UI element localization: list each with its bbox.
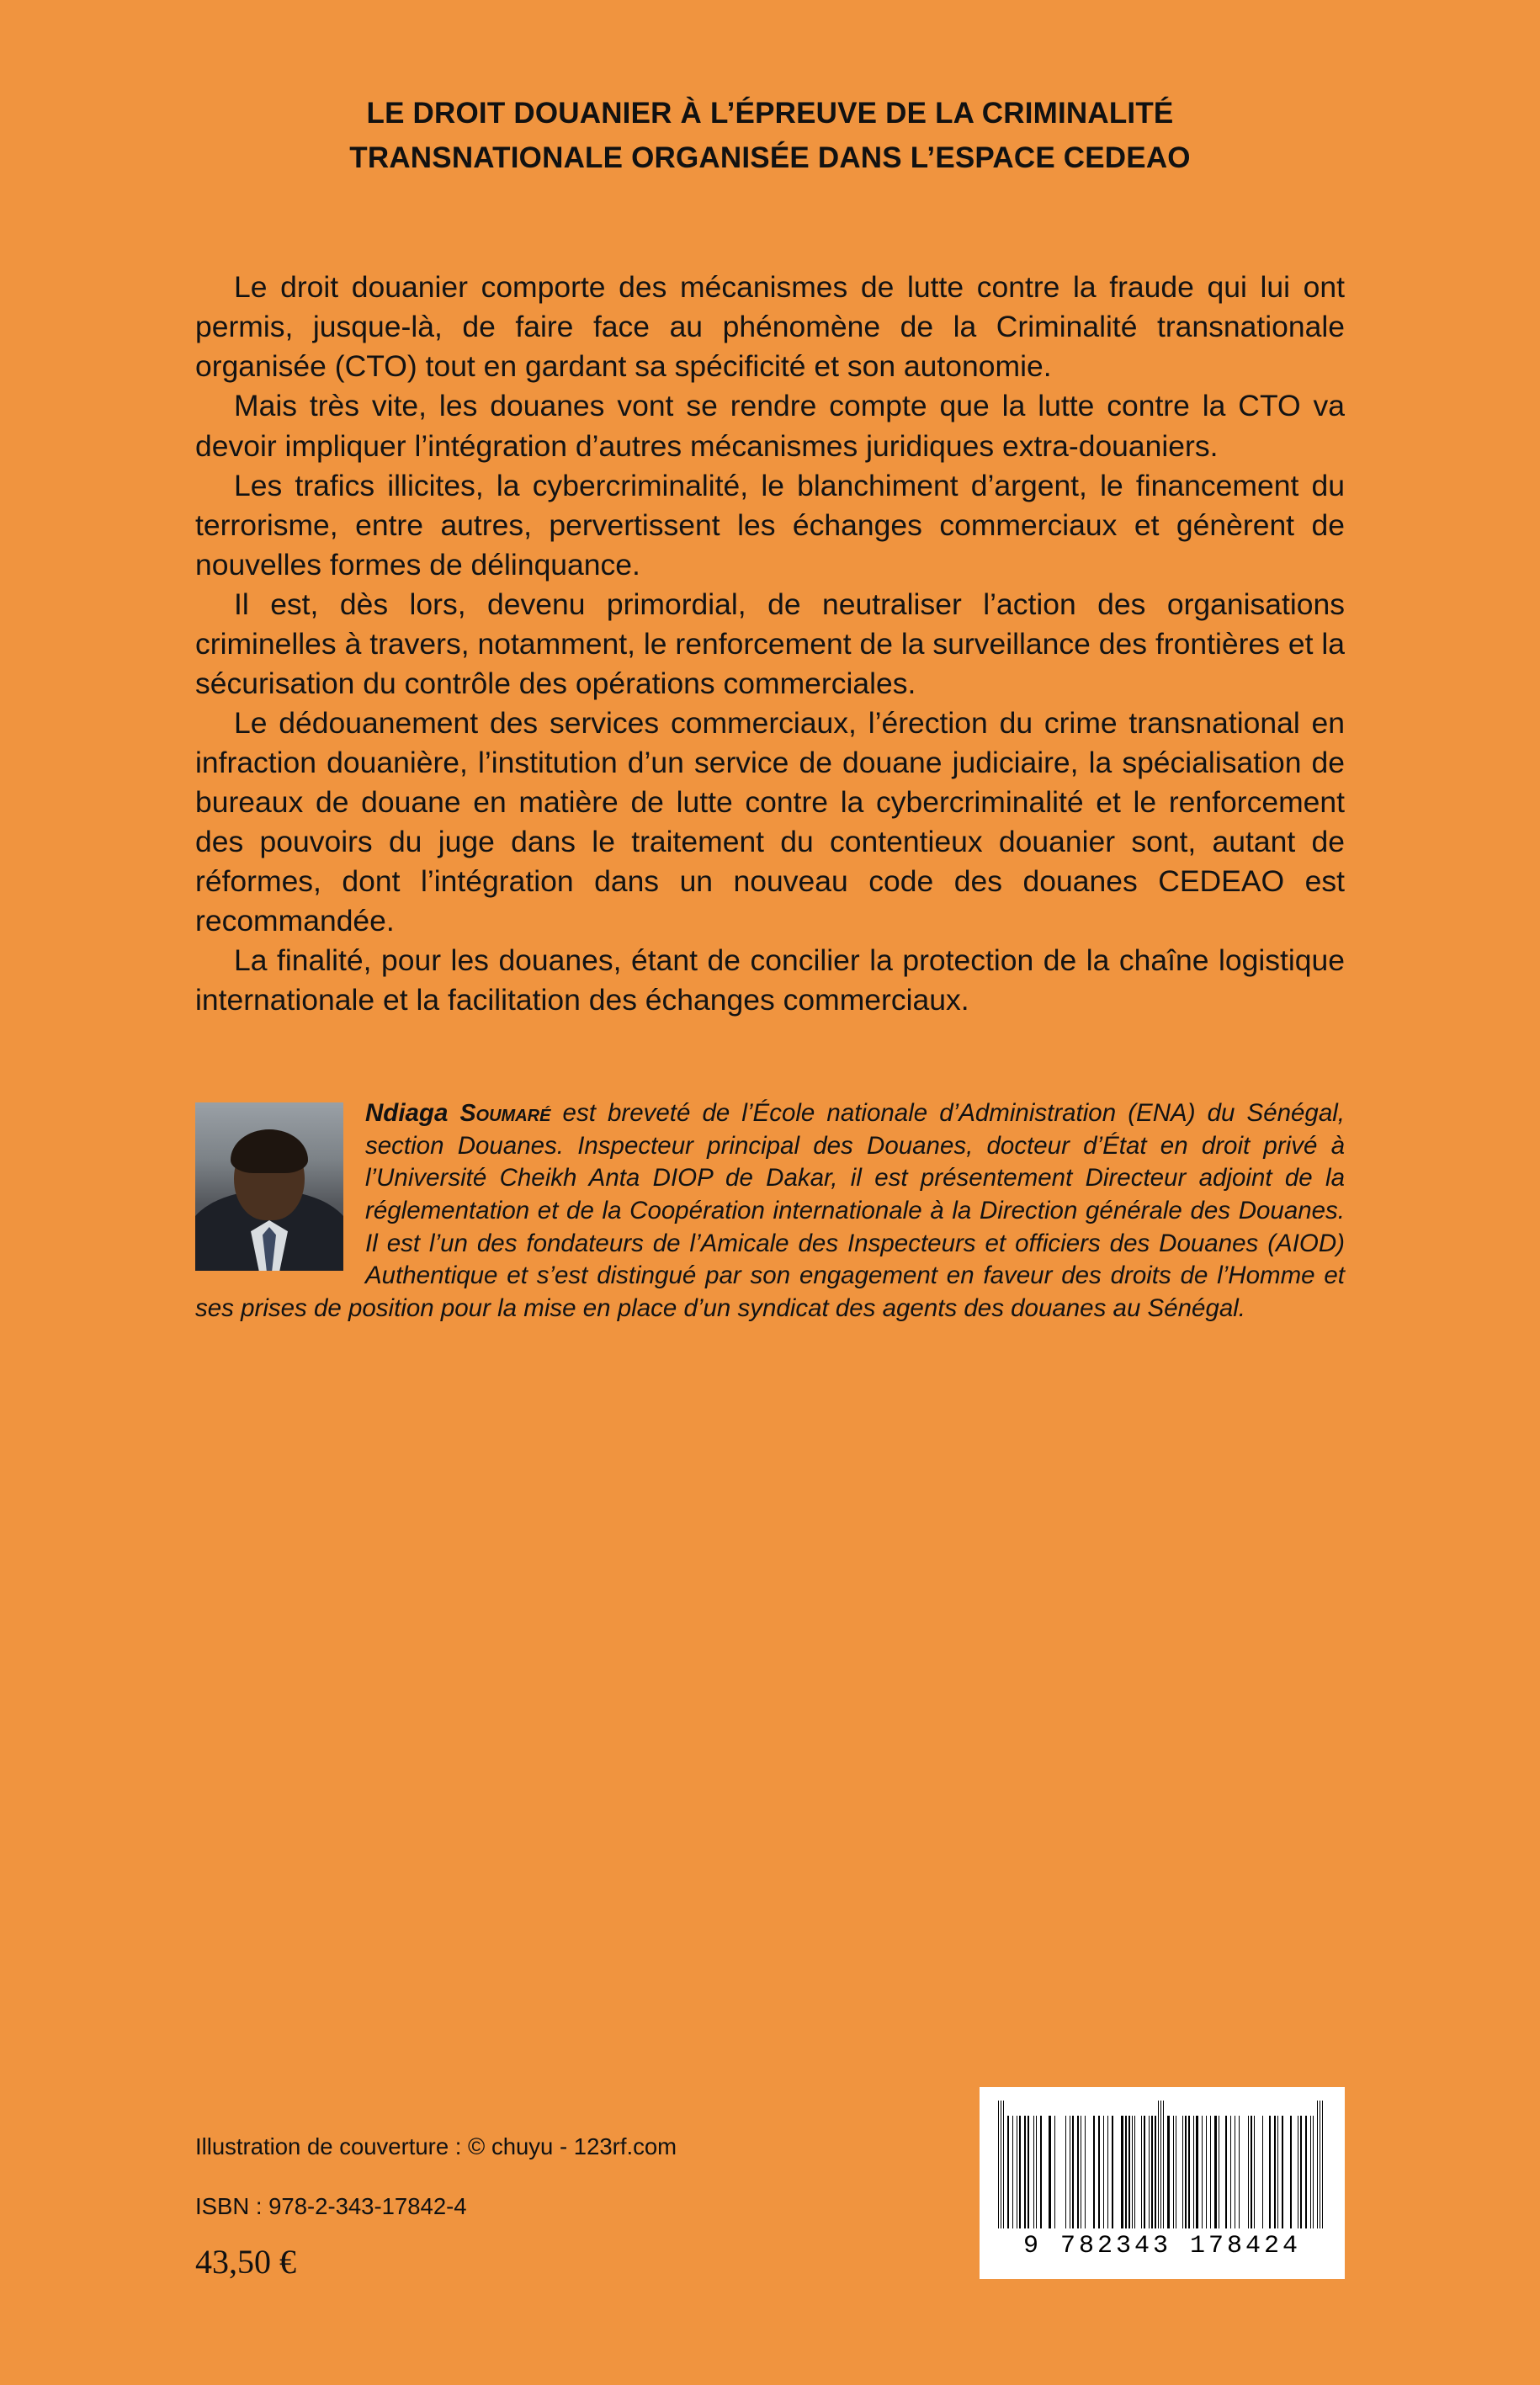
blurb	[195, 268, 1345, 1020]
title-line-2: TRANSNATIONALE ORGANISÉE DANS L’ESPACE CEDEAO	[349, 141, 1191, 175]
blurb-paragraph: Le droit douanier comporte des mécanismes de lutte contre la fraude qui lui ont permis, jusque-là, de faire face au phénomène de la Criminalité transnationale organisée (CTO) tout en gardant sa spécificité et son autonomie.	[195, 270, 1345, 384]
blurb-paragraph: Mais très vite, les douanes vont se rendre compte que la lutte contre la CTO va devoir impliquer l’intégration d’autres mécanismes juridiques extra-douaniers.	[195, 389, 1345, 463]
book-title	[195, 0, 1345, 180]
footer-left	[195, 2133, 936, 2279]
title-line-1: LE DROIT DOUANIER À L’ÉPREUVE DE LA CRIMINALITÉ	[366, 97, 1174, 130]
cover-credit: Illustration de couverture : © chuyu - 123rf.com	[195, 2133, 677, 2159]
author-first-name: Ndiaga	[365, 1098, 449, 1127]
isbn: ISBN : 978-2-343-17842-4	[195, 2193, 467, 2219]
barcode-digits: 9 782343 178424	[1022, 2232, 1302, 2260]
author-bio-text	[195, 1097, 1345, 1325]
author-photo	[195, 1102, 343, 1271]
author-name	[365, 1099, 550, 1127]
author-last-name: Soumaré	[459, 1099, 551, 1127]
barcode	[980, 2087, 1345, 2279]
blurb-paragraph: Les trafics illicites, la cybercriminalité, le blanchiment d’argent, le financement du terrorisme, entre autres, pervertissent les échanges commerciaux et génèrent de nouvelles formes de délinquance.	[195, 468, 1345, 582]
blurb-paragraph: Le dédouanement des services commerciaux, l’érection du crime transnational en infraction douanière, l’institution d’un service de douane judiciaire, la spécialisation de bureaux de douane en matière de lutte contre la cybercriminalité et le renforcement des pouvoirs du juge dans le traitement du contentieux douanier sont, autant de réformes, dont l’intégration dans un nouveau code des douanes CEDEAO est recommandée.	[195, 705, 1345, 938]
author-bio-body: est breveté de l’École nationale d’Administration (ENA) du Sénégal, section Douanes. Inspecteur principal des Douanes, docteur d’État en droit privé à l’Université Cheikh Anta DIOP de Dakar, il est présentement Directeur adjoint de la réglementation et de la Coopération internationale à la Direction générale des Douanes. Il est l’un des fondateurs de l’Amicale des Inspecteurs et officiers des Douanes (AIOD) Authentique et s’est distingué par son engagement en faveur des droits de l’Homme et ses prises de position pour la mise en place d’un syndicat des agents des douanes au Sénégal.	[195, 1098, 1345, 1322]
barcode-bars	[998, 2101, 1326, 2228]
price: 43,50 €	[195, 2243, 296, 2281]
footer	[195, 2085, 1345, 2279]
blurb-paragraph: Il est, dès lors, devenu primordial, de neutraliser l’action des organisations criminelles à travers, notamment, le renforcement de la surveillance des frontières et la sécurisation du contrôle des opérations commerciales.	[195, 587, 1345, 700]
blurb-paragraph: La finalité, pour les douanes, étant de concilier la protection de la chaîne logistique internationale et la facilitation des échanges commerciaux.	[195, 943, 1345, 1017]
author-bio	[195, 1097, 1345, 1325]
